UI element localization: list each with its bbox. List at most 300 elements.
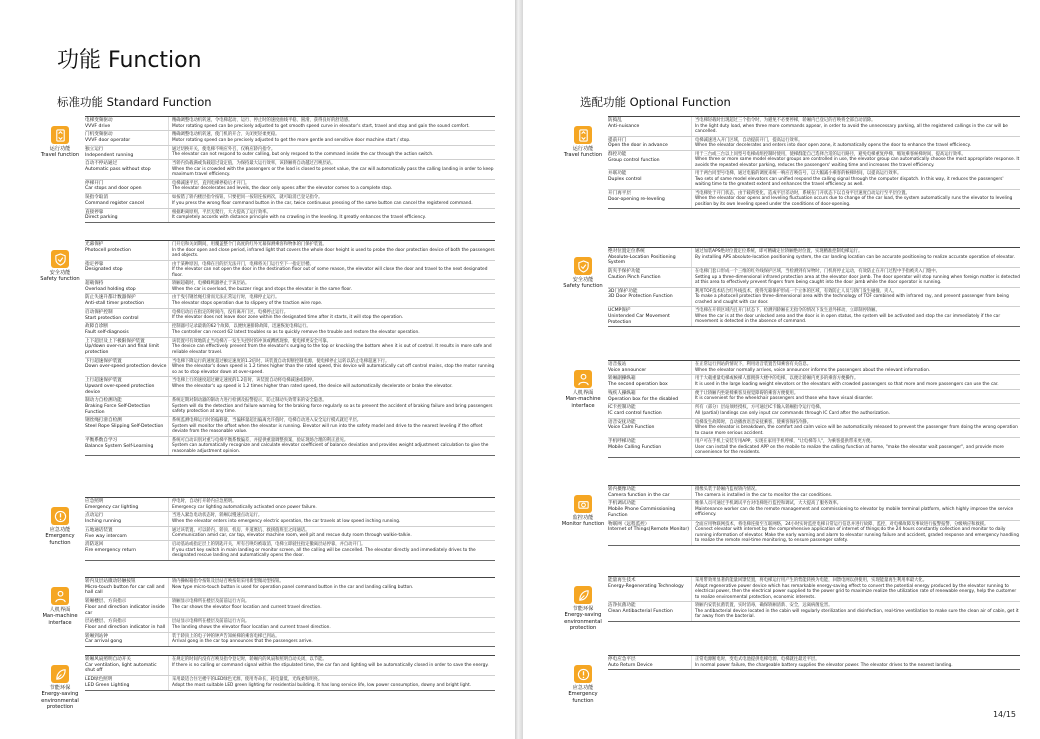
description-zh: 在规定的时间内没有召唤及指令登记时，轿厢内的风扇和照明自动关闭，以节能。 bbox=[172, 657, 327, 662]
feature-name bbox=[608, 602, 692, 621]
feature-name bbox=[85, 180, 169, 193]
feature-name bbox=[85, 527, 169, 540]
description-zh: 根据距离原则，平层无爬行，大大提高了运行效率。 bbox=[172, 209, 271, 215]
feature-name-en: Balance System Self-Learning bbox=[85, 443, 154, 449]
feature-description bbox=[169, 618, 495, 631]
feature-name-zh: 指定停靠 bbox=[85, 261, 104, 267]
feature-name-en: Inching running bbox=[85, 519, 121, 525]
feature-description bbox=[692, 117, 1020, 136]
feature-name bbox=[85, 578, 169, 597]
feature-name-en: Floor and direction indicator inside car bbox=[85, 604, 165, 616]
description-zh: 当电梯处于开门状态，由于载荷变化，造成平层差动时，系统在门开状态下以自身平层速度自动运行至平层位置。 bbox=[695, 190, 910, 196]
function-table bbox=[85, 240, 495, 456]
feature-description bbox=[169, 656, 495, 675]
feature-description bbox=[169, 512, 495, 525]
elevator-arrows-icon bbox=[574, 126, 592, 144]
feature-name bbox=[85, 261, 169, 280]
category-label-en: Safety function bbox=[40, 276, 80, 283]
feature-name bbox=[85, 676, 169, 689]
category-badge bbox=[560, 665, 606, 704]
feature-name-zh: 钢丝绳打滑自检测 bbox=[85, 418, 122, 424]
table-row bbox=[85, 146, 495, 160]
description-zh: 当电梯在开锁区域内且开门状态下，检测到轿厢在无指令的情况下发生意外移动，立即制停轿厢。 bbox=[695, 308, 880, 314]
table-row bbox=[85, 280, 495, 294]
feature-description bbox=[169, 358, 495, 377]
description-zh: 层站显示电梯所在楼层及前前运行方向。 bbox=[172, 619, 250, 625]
category-badge bbox=[560, 586, 606, 631]
feature-name bbox=[85, 437, 169, 456]
category-label-en: Energy-saving environmental protection bbox=[564, 612, 602, 631]
feature-description bbox=[692, 419, 1020, 438]
feature-name-zh: 停电应急平层 bbox=[608, 657, 636, 662]
description-zh: 维保人员可通过手机调试平台对电梯进行监控和调试，大大提高了服务效率。 bbox=[695, 501, 842, 507]
feature-description bbox=[169, 309, 495, 322]
description-en: Arrival gong in the car top announces that the passengers arrive. bbox=[172, 639, 313, 645]
feature-name bbox=[608, 190, 692, 209]
description-en: The elevator stops operation due to slippery of the traction wire rope. bbox=[172, 300, 323, 306]
feature-name-zh: 防夹手保护功能 bbox=[608, 269, 641, 275]
description-zh: 用户可在手机上安装专用APP，实现在家用手机呼梯，"让电梯等人"，为乘客提供带来更方便。 bbox=[695, 439, 875, 445]
description-zh: 在电梯门套口形成一个三维的红外线保护区域，当检测到有异物时，门机将停止运动，有效防止在开门过程中手指被夹入门缝中。 bbox=[695, 269, 940, 275]
description-en: When three or more same model elevator groups are controlled in use, the elevator group can automatically choose the most appropriate response. It avoids the repeated elevator parking, reduces the passengers' waiting time and increases the travel efficiency. bbox=[695, 157, 1020, 168]
feature-name-zh: 光幕保护 bbox=[85, 242, 104, 247]
feature-name-en: Anti-nuisance bbox=[608, 123, 640, 129]
feature-name-en: The second operation box bbox=[608, 382, 668, 388]
feature-name-zh: UCMP保护 bbox=[608, 308, 631, 314]
category-badge bbox=[37, 507, 83, 546]
table-row bbox=[85, 358, 495, 378]
feature-name bbox=[85, 358, 169, 377]
description-zh: 所有（部分）层站须经授权，方可通过IC卡输入轿厢指令运行电梯。 bbox=[695, 405, 824, 411]
feature-name bbox=[85, 131, 169, 144]
description-en: Adopt the most suitable LED green lighting for residential building. It has long service life, low power consumption, downy and bright light. bbox=[172, 682, 472, 688]
description-en: When the elevator's down speed is 1.2 times higher than the rated speed, this device will automatically cut off control mains, stop the motor running so as to stop elevator down at over-speed. bbox=[172, 364, 495, 375]
feature-name-en: Braking Force Self-Detection Function bbox=[85, 404, 151, 415]
description-zh: 轿内操纵箱指令按钮及层站召唤按钮采用新型微动型按钮。 bbox=[172, 579, 284, 584]
category-label-en: Emergency function bbox=[568, 691, 598, 704]
person-icon bbox=[574, 370, 592, 388]
feature-description bbox=[692, 656, 1020, 669]
description-en: The antibacterial device located in the cabin will regularly sterilization and disinfection, real-time ventilation to make sure the clean air of cabin, get it far away from the bacterial. bbox=[695, 608, 1019, 619]
feature-name bbox=[85, 633, 169, 646]
feature-description bbox=[692, 602, 1020, 621]
feature-name-en: VVVF drive bbox=[85, 123, 111, 129]
feature-description bbox=[692, 190, 1020, 209]
feature-description bbox=[169, 209, 495, 222]
description-en: Emergency car lighting automatically activated once power failure. bbox=[172, 504, 317, 510]
feature-name-zh: 停梯开门 bbox=[85, 180, 104, 186]
description-en: In the light duty load, when three more commands appear, in order to avoid the unnecessary parking, all the registered callings in the car will be cancelled. bbox=[695, 123, 1008, 134]
feature-name-en: Group control function bbox=[608, 157, 660, 163]
feature-name bbox=[608, 117, 692, 136]
table-row bbox=[608, 268, 1020, 288]
feature-name bbox=[85, 194, 169, 207]
feature-name-zh: 层站楼层、方向指示 bbox=[85, 619, 127, 625]
book-spine bbox=[515, 0, 523, 739]
table-row bbox=[608, 438, 1020, 458]
description-en: If there is no calling or command signal within the stipulated time, the car fan and lighting will be automatically closed in order to save the energy. bbox=[172, 662, 489, 668]
table-row bbox=[85, 377, 495, 397]
feature-name-en: Micro-touch button for car call and hall call bbox=[85, 584, 165, 596]
description-en: The car shows the elevator floor location and current travel direction. bbox=[172, 604, 322, 610]
table-row bbox=[85, 261, 495, 281]
category-label-en: Man-machine interface bbox=[565, 396, 601, 409]
feature-description bbox=[169, 527, 495, 540]
feature-name-en: Operation box for the disabled bbox=[608, 396, 679, 402]
description-en: In normal power failure, the chargeable battery supplies the elevator power. The elevator drives to the nearest landing. bbox=[695, 662, 953, 668]
function-table bbox=[608, 576, 1020, 622]
description-zh: 正常电源断电时，变电式电池提供电梯电源，电梯就往最近平层。 bbox=[695, 657, 820, 662]
feature-description bbox=[169, 676, 495, 689]
feature-name-en: Fire emergency return bbox=[85, 547, 136, 553]
left-page bbox=[0, 0, 515, 739]
category-label-zh: 安全功能 bbox=[49, 270, 71, 276]
feature-name-zh: 误指令取消 bbox=[85, 195, 108, 201]
table-row bbox=[85, 512, 495, 526]
category-badge bbox=[37, 587, 83, 626]
feature-description bbox=[169, 261, 495, 280]
description-en: If the elevator does not leave door zone within the designated time after it starts, it will stop the operation. bbox=[172, 315, 404, 321]
feature-name-zh: 应急照明 bbox=[85, 499, 104, 504]
feature-name bbox=[85, 338, 169, 357]
feature-name-en: Door-opening re-leveling bbox=[608, 196, 665, 202]
feature-name bbox=[608, 288, 692, 307]
feature-name bbox=[85, 309, 169, 322]
description-en: Two sets of same model elevators can unified respond the calling signal through the computer dispatch. In this way, it reduces the passengers' waiting time to the greatest extent and enhances the travel efficiency as well. bbox=[695, 176, 1004, 188]
feature-name-zh: 提前开门 bbox=[608, 137, 627, 143]
category-badge bbox=[560, 126, 606, 159]
description-zh: 通过该装置，可以轿内、轿顶、机房、井道底坑、救援值班室之间通话。 bbox=[172, 527, 310, 533]
table-row bbox=[85, 417, 495, 437]
feature-description bbox=[692, 404, 1020, 417]
description-en: Adopt regenerative power device which has remarkable energy-saving effect to convert the potential energy produced by the elevator running to electrical power, then the electrical power supplied to the power grid to maximize realize the utilization rate of renewable energy, help the customer to realize environmental protection, economic interests. bbox=[695, 583, 1017, 600]
page-number: 14/15 bbox=[992, 710, 1016, 719]
category-label-en: Travel function bbox=[563, 152, 603, 159]
feature-name-zh: 群控功能 bbox=[608, 151, 627, 157]
description-en: The landing shows the elevator floor location and current travel direction. bbox=[172, 624, 331, 630]
feature-name-en: Auto Return Device bbox=[608, 662, 653, 668]
description-en: Maintenance worker can do the remote management and commissioning to elevator by mobile terminal platform, which highly improve the service efficiency. bbox=[695, 506, 1014, 518]
feature-description bbox=[169, 294, 495, 307]
table-row bbox=[608, 404, 1020, 418]
feature-name bbox=[608, 170, 692, 189]
optional-function-heading: 选配功能 Optional Function bbox=[580, 95, 731, 109]
category-label-zh: 安全功能 bbox=[572, 277, 594, 283]
description-en: If you press the wrong floor command button in the car, twice continuous pressing of the same button can cancel the registered command. bbox=[172, 200, 473, 206]
category-badge bbox=[37, 250, 83, 283]
description-zh: 启动基站或指定层上的钥匙开关，所有召唤均被取消，电梯立即驶往指定撤离层站停靠，并自动开门。 bbox=[172, 542, 366, 548]
feature-name bbox=[608, 248, 692, 267]
leaf-icon bbox=[51, 665, 69, 683]
feature-description bbox=[692, 307, 1020, 326]
right-page bbox=[523, 0, 1040, 739]
feature-name bbox=[608, 268, 692, 287]
description-zh: 在正常运行到站的情况下，利用语音装置告知乘客有关信息。 bbox=[695, 362, 812, 367]
feature-name bbox=[85, 160, 169, 179]
function-table bbox=[608, 485, 1020, 546]
category-label-zh: 节能环保 bbox=[49, 685, 71, 691]
description-en: User can install the dedicated APP on the mobile to realize the calling function at home, "make the elevator wait passenger", and provide more convenience for the residents. bbox=[695, 444, 1004, 456]
feature-name-en: Steel Rope Slipping Self-Detection bbox=[85, 424, 164, 430]
feature-description bbox=[692, 151, 1020, 170]
feature-name bbox=[85, 656, 169, 675]
category-label-zh: 节能环保 bbox=[572, 606, 594, 612]
table-row bbox=[608, 190, 1020, 210]
feature-description bbox=[692, 268, 1020, 287]
feature-name bbox=[85, 417, 169, 436]
description-zh: 利用TOF技术结合红外线技术，使得光幕保护形成一个立体的区域，有效防止人员与轿门发生碰撞、夹人。 bbox=[695, 288, 897, 294]
description-zh: 当轿内负载满或负载超过设定值，为保持最大运行效率，该轿厢将自动越过召唤层站。 bbox=[172, 161, 336, 167]
description-en: By installing APS absolute-location positioning system, the car landing location can be accurate positioning to realize accurate operation of elevator. bbox=[695, 254, 1016, 260]
feature-description bbox=[692, 170, 1020, 189]
description-en: To make a photocell protection three-dimensional area with the technology of TOF combined with infrared ray, and prevent passenger from being crashed and caught with car door. bbox=[695, 294, 1009, 305]
feature-name-en: Voice Calm Function bbox=[608, 425, 655, 431]
feature-name bbox=[85, 209, 169, 222]
feature-name-zh: 轿厢副操纵箱 bbox=[608, 376, 636, 382]
feature-description bbox=[169, 117, 495, 130]
feature-name-zh: 五地通话装置 bbox=[85, 527, 113, 533]
table-row bbox=[608, 602, 1020, 622]
table-row bbox=[608, 655, 1020, 670]
feature-name-en: Mobile Calling Function bbox=[608, 444, 662, 450]
feature-description bbox=[169, 633, 495, 646]
feature-description bbox=[169, 194, 495, 207]
feature-description bbox=[169, 578, 495, 597]
table-row bbox=[85, 131, 495, 145]
feature-description bbox=[169, 180, 495, 193]
feature-name-en: Designated stop bbox=[85, 267, 123, 273]
feature-name-zh: 平衡系数自学习 bbox=[85, 437, 118, 443]
category-badge bbox=[560, 257, 606, 290]
description-en: All (partial) landings can only input car commands through IC Card after the authorization. bbox=[695, 410, 890, 416]
feature-name-zh: 超载保持 bbox=[85, 281, 104, 286]
feature-name-en: LED Green Lighting bbox=[85, 682, 130, 688]
table-row bbox=[85, 397, 495, 417]
description-zh: 门开启和关闭期间，用覆盖整个门高度的红外光幕探测乘客和物体的门保护装置。 bbox=[172, 242, 327, 247]
description-en: When the car is crowded with the passengers or the load is closed to preset value, the car will automatically pass the calling landing in order to keep maximum travel efficiency. bbox=[172, 166, 494, 178]
description-zh: 电梯减速进入开门区域，自动提前开门，提高运行效率。 bbox=[695, 137, 803, 143]
table-row bbox=[85, 209, 495, 223]
description-en: System can automatically recognize and calculate elevator coefficient of balance deviation and provides weight adjustment calculation to give the reasonable adjustment opinion. bbox=[172, 443, 489, 454]
table-row bbox=[608, 288, 1020, 308]
feature-name-zh: LED绿色照明 bbox=[85, 677, 113, 683]
category-label-en: Emergency function bbox=[45, 533, 75, 546]
feature-name bbox=[85, 323, 169, 336]
feature-name bbox=[85, 377, 169, 396]
feature-name bbox=[85, 294, 169, 307]
feature-name bbox=[608, 361, 692, 374]
description-zh: 电梯启动后在指定的时间内，没有离开门区，电梯停止运行。 bbox=[172, 309, 289, 315]
feature-name-en: Camera function in the car bbox=[608, 492, 670, 498]
table-row bbox=[85, 618, 495, 632]
feature-name-en: Absolute-Location Positioning System bbox=[608, 254, 676, 266]
feature-name-en: Command register cancel bbox=[85, 200, 145, 206]
description-en: It is convenient for the wheelchair passengers and those who have visual disorder. bbox=[695, 396, 874, 402]
table-row bbox=[85, 497, 495, 512]
feature-name-zh: 下行超速保护装置 bbox=[85, 358, 122, 364]
feature-name-zh: 启动保护控制 bbox=[85, 309, 113, 315]
feature-name-zh: 电梯变频驱动 bbox=[85, 118, 113, 123]
feature-name-zh: 轿厢风扇照明自动开关 bbox=[85, 657, 131, 662]
function-table bbox=[85, 116, 495, 223]
table-row bbox=[608, 360, 1020, 375]
description-en: Setting up a three-dimensional infrared protection area at the elevator door jamb. The door operator will stop running when foreign matter is detected at this area to effectively prevent fingers from being caught into the door jamb while the door operator is running. bbox=[695, 274, 1020, 286]
shield-check-icon bbox=[574, 257, 592, 275]
feature-description bbox=[169, 377, 495, 396]
feature-description bbox=[169, 598, 495, 617]
description-zh: 控制器可记录最新的62个故障，以便快速排除故障，迅速恢复电梯运行。 bbox=[172, 324, 311, 330]
description-en: Motor rotating speed can be precisely adjusted to get smooth speed curve in elevator's start, travel and stop and gain the sound comfort. bbox=[172, 123, 470, 129]
table-row bbox=[608, 116, 1020, 137]
feature-description bbox=[169, 498, 495, 511]
table-row bbox=[85, 323, 495, 337]
description-en: Communication amid car, car top, elevator machine room, well pit and rescue duty room through walkie-talkie. bbox=[172, 533, 412, 539]
feature-name-zh: 防捣乱 bbox=[608, 118, 622, 123]
feature-name-en: Unintended Car Movement Protection bbox=[608, 313, 670, 325]
category-label-en: Travel function bbox=[40, 152, 80, 159]
table-row bbox=[85, 240, 495, 261]
category-label-zh: 运行功能 bbox=[572, 146, 594, 152]
description-zh: 轿厢显示电梯所在楼层及前前运行方向。 bbox=[172, 599, 250, 605]
feature-name bbox=[85, 397, 169, 416]
feature-name-zh: 轿厢楼层、方向指示 bbox=[85, 599, 127, 605]
feature-name-en: Car ventilation, light automatic shut off bbox=[85, 662, 157, 674]
feature-name-en: 3D Door Protection Function bbox=[608, 294, 673, 300]
table-row bbox=[85, 527, 495, 541]
description-en: When the car is overload, the buzzer rings and stops the elevator in the same floor. bbox=[172, 286, 353, 292]
feature-name-zh: 绝对位置定位系统 bbox=[608, 249, 645, 254]
description-zh: 采用最适合住宅楼宇的LED绿色光源，使用寿命长，耗电量低，光线柔和明亮。 bbox=[172, 677, 323, 683]
feature-name-en: Duplex control bbox=[608, 177, 642, 183]
standard-function-heading: 标准功能 Standard Function bbox=[57, 95, 212, 109]
feature-name bbox=[608, 390, 692, 403]
table-row bbox=[608, 307, 1020, 327]
table-row bbox=[608, 419, 1020, 439]
leaf-icon bbox=[574, 586, 592, 604]
table-row bbox=[85, 655, 495, 676]
table-row bbox=[85, 598, 495, 618]
description-en: When the elevator is breakdown, the comfort and calm voice will be automatically released to prevent the passenger from doing the wrong operation to cause more serious accident. bbox=[695, 425, 1018, 436]
description-zh: 由于某种原因，电梯在目的层无法开门，电梯将关门运行至下一指定层楼。 bbox=[172, 261, 314, 267]
description-zh: 通过加装APS绝对位置定位系统，即可精确定位轿厢绝对位置，实现精准控制电梯运行。 bbox=[695, 249, 863, 254]
feature-description bbox=[169, 160, 495, 179]
description-zh: 系统定期对制动器的制动力进行检测及报警提示，防止制动失效带来的安全隐患。 bbox=[172, 398, 327, 404]
description-zh: 用于大载重量电梯或候梯人群拥挤大楼中的电梯，以便让轿厢内更多的乘客方便操作。 bbox=[695, 376, 859, 382]
feature-description bbox=[169, 131, 495, 144]
function-table bbox=[85, 655, 495, 691]
description-zh: 当电梯上行的速度超过额定速度的1.2倍时，该装置自动将电梯减速或制停。 bbox=[172, 378, 317, 384]
description-en: System will monitor the offset when the elevator is running. Elevator will run into the safety model and drive to the nearest leveling if the offset deviate from the reasonable value. bbox=[172, 423, 483, 435]
description-zh: 用于两台同型号电梯，通过电脑的调度来统一响应召唤信号，以大幅减小乘客的候梯时间，以提高运行效率。 bbox=[695, 171, 902, 177]
description-en: When the elevator door opens and leveling fluctuation occurs due to change of the car load, the system automatically runs the elevator to leveling position by its own leveling speed under the conditions of door-opening. bbox=[695, 196, 1013, 207]
feature-name-zh: 手机呼梯功能 bbox=[608, 439, 636, 445]
page-title: 功能 Function bbox=[57, 48, 202, 73]
feature-description bbox=[692, 577, 1020, 601]
feature-description bbox=[692, 486, 1020, 499]
feature-name-zh: 语音安抚功能 bbox=[608, 419, 636, 425]
feature-name bbox=[608, 151, 692, 170]
category-badge bbox=[37, 665, 83, 710]
feature-name-en: Floor and direction indicator in hall bbox=[85, 624, 166, 630]
feature-name-zh: 手机调试功能 bbox=[608, 501, 636, 507]
feature-name-en: Car stops and door open bbox=[85, 186, 142, 192]
feature-name-en: Open the door in advance bbox=[608, 143, 668, 149]
feature-name-zh: 物联网（远程监控） bbox=[608, 521, 650, 527]
table-row bbox=[85, 116, 495, 131]
description-zh: 由于曳引钢丝绳打滑而无法正常运行时，电梯停止运行。 bbox=[172, 295, 280, 301]
shield-check-icon bbox=[51, 250, 69, 268]
table-row bbox=[608, 390, 1020, 404]
feature-description bbox=[169, 338, 495, 357]
description-en: When the elevator's up speed is 1.2 times higher than rated speed, the device will automatically decelerate or brake the elevator. bbox=[172, 383, 453, 389]
feature-name-en: Start protection control bbox=[85, 315, 139, 321]
table-row bbox=[608, 576, 1020, 602]
feature-name-zh: 防止失速升都计数器保护 bbox=[85, 295, 136, 301]
description-en: When the car is at the door unlocked area and the door is in open status, the system will be activated and stop the car immediately if the car movement is detected in the absence of command. bbox=[695, 313, 1001, 325]
table-row bbox=[85, 676, 495, 690]
description-en: New type micro-touch button is used for operation panel command button in the car and landing calling button. bbox=[172, 584, 414, 590]
feature-description bbox=[692, 137, 1020, 150]
feature-name-en: Photocell protection bbox=[85, 247, 131, 253]
description-en: It is used in the large loading weight elevators or the elevators with crowded passengers so that more and more passengers can use the car. bbox=[695, 381, 999, 387]
table-row bbox=[608, 247, 1020, 268]
description-zh: 摄像头装于轿厢内监视轿内情况。 bbox=[695, 487, 760, 492]
feature-name-en: Five way intercom bbox=[85, 533, 127, 539]
description-zh: 系统可自动识别对重与电梯平衡系数偏差，并提供重量调整预案，验证现场合理的利正意见。 bbox=[172, 437, 349, 443]
description-zh: 电梯减速平层，直到电梯停稳后才开门。 bbox=[172, 180, 250, 186]
feature-name-en: Automatic pass without stop bbox=[85, 166, 151, 172]
description-zh: 精确调整电动机转速，令电梯起动、运行、停止时的速度曲线平稳、圆滑，获得良好的舒适感。 bbox=[172, 118, 353, 123]
description-en: Motor rotating speed can be precisely adjusted to get the more gentle and sensitive door machine start / stop. bbox=[172, 137, 411, 143]
feature-name-zh: 语音报站 bbox=[608, 362, 627, 367]
feature-name bbox=[608, 137, 692, 150]
category-label-zh: 监控功能 bbox=[572, 515, 594, 521]
function-table bbox=[608, 247, 1020, 327]
feature-name bbox=[608, 500, 692, 519]
feature-name-en: Independent running bbox=[85, 152, 134, 158]
feature-name-en: Voice announcer bbox=[608, 367, 647, 373]
category-badge bbox=[37, 126, 83, 159]
feature-name-zh: IC卡控制功能 bbox=[608, 405, 636, 411]
feature-name bbox=[85, 541, 169, 560]
feature-name bbox=[85, 146, 169, 159]
table-row bbox=[85, 309, 495, 323]
category-label-zh: 人机界面 bbox=[572, 390, 594, 396]
feature-description bbox=[692, 375, 1020, 388]
feature-name-zh: 自动不停站通过 bbox=[85, 161, 118, 167]
feature-name-zh: 残疾人操纵箱 bbox=[608, 390, 636, 396]
description-zh: 如按错了轿内楼层指令按钮，只要把同一按钮连按两次，就可取消已登记指令。 bbox=[172, 195, 323, 201]
feature-description bbox=[692, 390, 1020, 403]
description-zh: 当电梯下降运行的速度超过额定速度的1.2倍时，该装置自动切断控制电源，使电梯停止运转以防止电梯超速下行。 bbox=[172, 358, 390, 364]
feature-name-en: Fault self-diagnosis bbox=[85, 329, 129, 335]
description-en: The camera is installed in the car to monitor the car conditions. bbox=[695, 492, 833, 498]
table-row bbox=[608, 137, 1020, 151]
description-zh: 停电时，自动打开轿内应急照明。 bbox=[172, 499, 237, 504]
feature-name-zh: 开门再平层 bbox=[608, 190, 631, 196]
description-en: If you start key switch in main landing or monitor screen, all the calling will be cancelled. The elevator directly and immediately drives to the designated rescue landing and automatically opens the door. bbox=[172, 547, 476, 559]
feature-name-zh: 独立运行 bbox=[85, 146, 104, 152]
feature-name-en: IC card control function bbox=[608, 410, 662, 416]
table-row bbox=[85, 294, 495, 308]
feature-name-en: Upward over-speed protection device bbox=[85, 383, 155, 395]
feature-name-en: Car arrival gong bbox=[85, 639, 122, 645]
feature-name-en: Anti-stall timer protection bbox=[85, 301, 145, 307]
feature-name bbox=[85, 241, 169, 260]
category-label-en: Monitor function bbox=[561, 521, 605, 528]
feature-description bbox=[692, 248, 1020, 267]
description-en: If the elevator can not open the door in the destination floor out of some reason, the elevator will close the door and travel to the next designated floor. bbox=[172, 267, 488, 278]
